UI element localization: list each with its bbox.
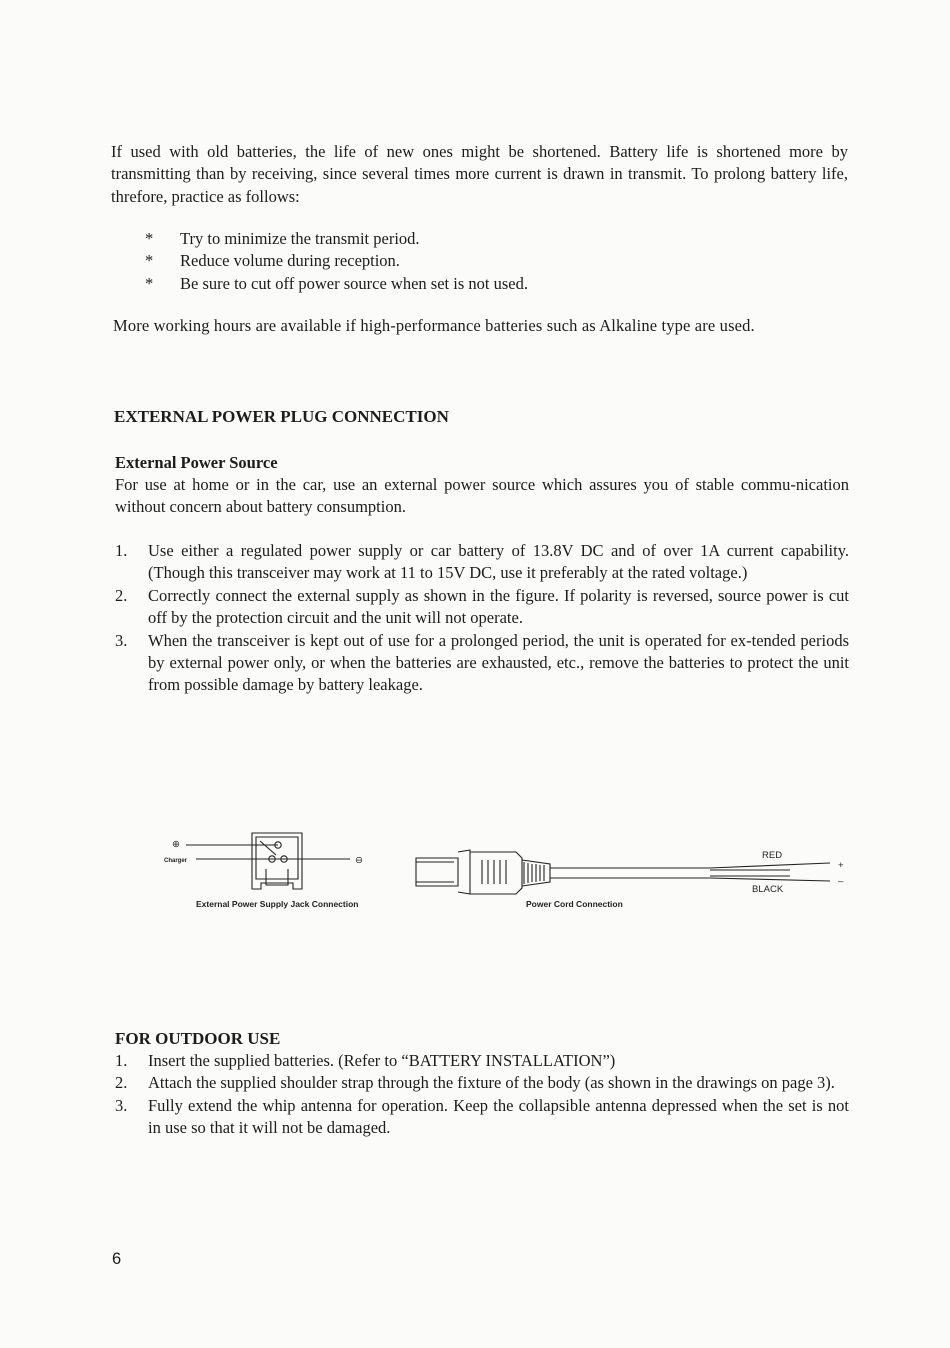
list-item: 1. Insert the supplied batteries. (Refer to “BATTERY INSTALLATION”): [115, 1051, 616, 1070]
intro-paragraph: If used with old batteries, the life of new ones might be shortened. Battery life is shortened more by transmitting than by receiving, since several times more current is drawn in transmit. To prolong battery life, threfore, practice as follows:: [111, 142, 848, 206]
external-power-paragraph: For use at home or in the car, use an external power source which assures you of stable commu-nication without concern about battery consumption.: [115, 475, 849, 517]
list-item: 2. Attach the supplied shoulder strap through the fixture of the body (as shown in the drawings on page 3).: [115, 1073, 835, 1093]
external-power-steps: [115, 540, 849, 697]
cord-figure-caption: Power Cord Connection: [526, 899, 623, 909]
list-item: * Try to minimize the transmit period.: [145, 228, 845, 250]
list-item: 3. Fully extend the whip antenna for operation. Keep the collapsible antenna depressed when the set is not in use so that it will not be damaged.: [115, 1095, 849, 1138]
minus-terminal-symbol: ⊖: [355, 855, 363, 866]
list-item: 1. Use either a regulated power supply or car battery of 13.8V DC and of over 1A current capability. (Though this transceiver may work at 11 to 15V DC, use it preferably at the rated voltage.): [115, 541, 849, 583]
negative-sign: –: [838, 876, 844, 887]
charger-label: Charger: [164, 858, 188, 864]
section-heading-external-power: EXTERNAL POWER PLUG CONNECTION: [114, 407, 449, 426]
bullet-asterisk: *: [145, 251, 154, 271]
bullet-asterisk: *: [145, 229, 154, 248]
list-item: * Be sure to cut off power source when set is not used.: [145, 273, 845, 295]
positive-sign: +: [838, 860, 844, 871]
subheading-external-power-source: External Power Source: [115, 453, 278, 472]
bullet-asterisk: *: [145, 273, 154, 293]
section-heading-outdoor-use: FOR OUTDOOR USE: [115, 1029, 281, 1048]
red-wire-label: RED: [762, 850, 783, 861]
page-number: 6: [112, 1250, 122, 1268]
jack-socket-shape: [252, 833, 302, 889]
jack-figure-caption: External Power Supply Jack Connection: [196, 899, 359, 909]
list-item: 2. Correctly connect the external supply as shown in the figure. If polarity is reversed, source power is cut off by the protection circuit and the unit will not operate.: [115, 585, 849, 628]
black-wire-label: BLACK: [752, 884, 784, 895]
plus-terminal-symbol: ⊕: [172, 839, 180, 850]
jack-connection-diagram: [160, 825, 390, 920]
alkaline-note: More working hours are available if high-performance batteries such as Alkaline type are used.: [113, 316, 755, 335]
list-item: 3. When the transceiver is kept out of use for a prolonged period, the unit is operated for ex-tended periods by external power only, or when the batteries are exhausted, etc., remove the batteries to protect the unit from possible damage by battery leakage.: [115, 630, 849, 695]
battery-tips-list: [145, 228, 845, 295]
list-item: * Reduce volume during reception.: [145, 250, 845, 272]
power-cord-diagram: [410, 840, 855, 915]
outdoor-use-steps: [115, 1050, 849, 1140]
